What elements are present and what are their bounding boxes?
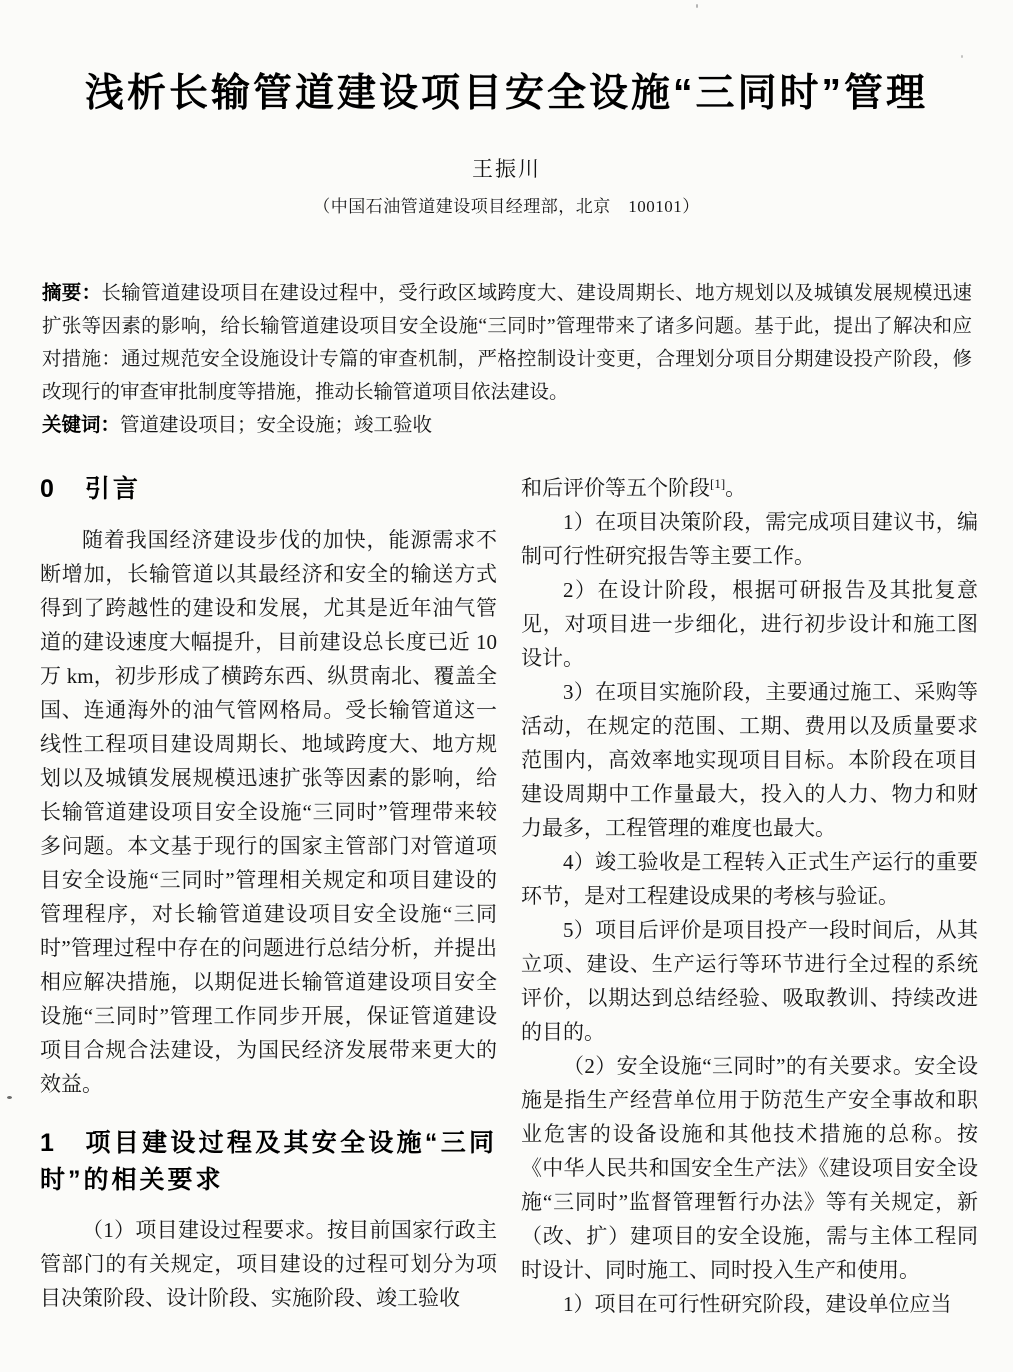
citation-reference-1: [1] [710,475,726,491]
feasibility-stage-paragraph: 1）项目在可行性研究阶段，建设单位应当 [563,1291,952,1316]
section-heading-0-introduction: 0 引言 [40,474,141,503]
author-affiliation: （中国石油管道建设项目经理部，北京 100101） [313,196,700,216]
scan-artifact-dot [696,4,698,8]
paper-title: 浅析长输管道建设项目安全设施“三同时”管理 [84,72,928,115]
continuation-paragraph [521,471,978,505]
scan-artifact-dot [961,55,963,58]
keywords-label: 关键词： [42,413,121,436]
continuation-text: 和后评价等五个阶段 [521,475,710,500]
abstract-label: 摘要： [42,281,102,304]
left-column [40,471,497,1321]
stage-4-paragraph: 4）竣工验收是工程转入正式生产运行的重要环节，是对工程建设成果的考核与验证。 [521,849,978,908]
item-1-paragraph: （1）项目建设过程要求。按目前国家行政主管部门的有关规定，项目建设的过程可划分为项目决策阶段、设计阶段、实施阶段、竣工验收 [40,1217,497,1310]
abstract-section [42,277,972,442]
abstract-text: 长输管道建设项目在建设过程中，受行政区域跨度大、建设周期长、地方规划以及城镇发展规模迅速扩张等因素的影响，给长输管道建设项目安全设施“三同时”管理带来了诸多问题。基于此，提出了解决和应对措施：通过规范安全设施设计专篇的审查机制，严格控制设计变更，合理划分项目分期建设投产阶段，修改现行的审查审批制度等措施，推动长输管道项目依法建设。 [42,282,972,403]
keywords-line [42,409,972,442]
right-column [521,471,978,1321]
continuation-text-end: 。 [725,475,747,500]
stage-2-paragraph: 2）在设计阶段，根据可研报告及其批复意见，对项目进一步细化，进行初步设计和施工图设计。 [521,577,978,670]
abstract-paragraph [42,277,972,409]
stage-1-paragraph: 1）在项目决策阶段，需完成项目建议书，编制可行性研究报告等主要工作。 [521,509,978,568]
keywords-text: 管道建设项目；安全设施；竣工验收 [120,414,433,436]
item-2-paragraph: （2）安全设施“三同时”的有关要求。安全设施是指生产经营单位用于防范生产安全事故和职业危害的设备设施和其他技术措施的总称。按《中华人民共和国安全生产法》《建设项目安全设施“三同时”监督管理暂行办法》等有关规定，新（改、扩）建项目的安全设施，需与主体工程同时设计、同时施工、同时投入生产和使用。 [521,1053,978,1282]
stage-5-paragraph: 5）项目后评价是项目投产一段时间后，从其立项、建设、生产运行等环节进行全过程的系统评价，以期达到总结经验、吸取教训、持续改进的目的。 [521,917,978,1044]
two-column-body [40,471,977,1321]
section-heading-1-requirements: 1 项目建设过程及其安全设施“三同时”的相关要求 [40,1128,497,1194]
scan-artifact-dot [7,1096,12,1099]
introduction-paragraph: 随着我国经济建设步伐的加快，能源需求不断增加，长输管道以其最经济和安全的输送方式得到了跨越性的建设和发展，尤其是近年油气管道的建设速度大幅提升，目前建设总长度已近 10 万 km，初步形成了横跨东西、纵贯南北、覆盖全国、连通海外的油气管网格局。受长输管道这一线性工程项目建设周期长、地域跨度大、地方规划以及城镇发展规模迅速扩张等因素的影响，给长输管道建设项目安全设施“三同时”管理带来较多问题。本文基于现行的国家主管部门对管道项目安全设施“三同时”管理相关规定和项目建设的管理程序，对长输管道建设项目安全设施“三同时”管理过程中存在的问题进行总结分析，并提出相应解决措施，以期促进长输管道建设项目安全设施“三同时”管理工作同步开展，保证管道建设项目合规合法建设，为国民经济发展带来更大的效益。 [40,527,497,1096]
stage-3-paragraph: 3）在项目实施阶段，主要通过施工、采购等活动，在规定的范围、工期、费用以及质量要求范围内，高效率地实现项目目标。本阶段在项目建设周期中工作量最大，投入的人力、物力和财力最多，工程管理的难度也最大。 [521,679,978,840]
author-name: 王振川 [472,156,541,181]
